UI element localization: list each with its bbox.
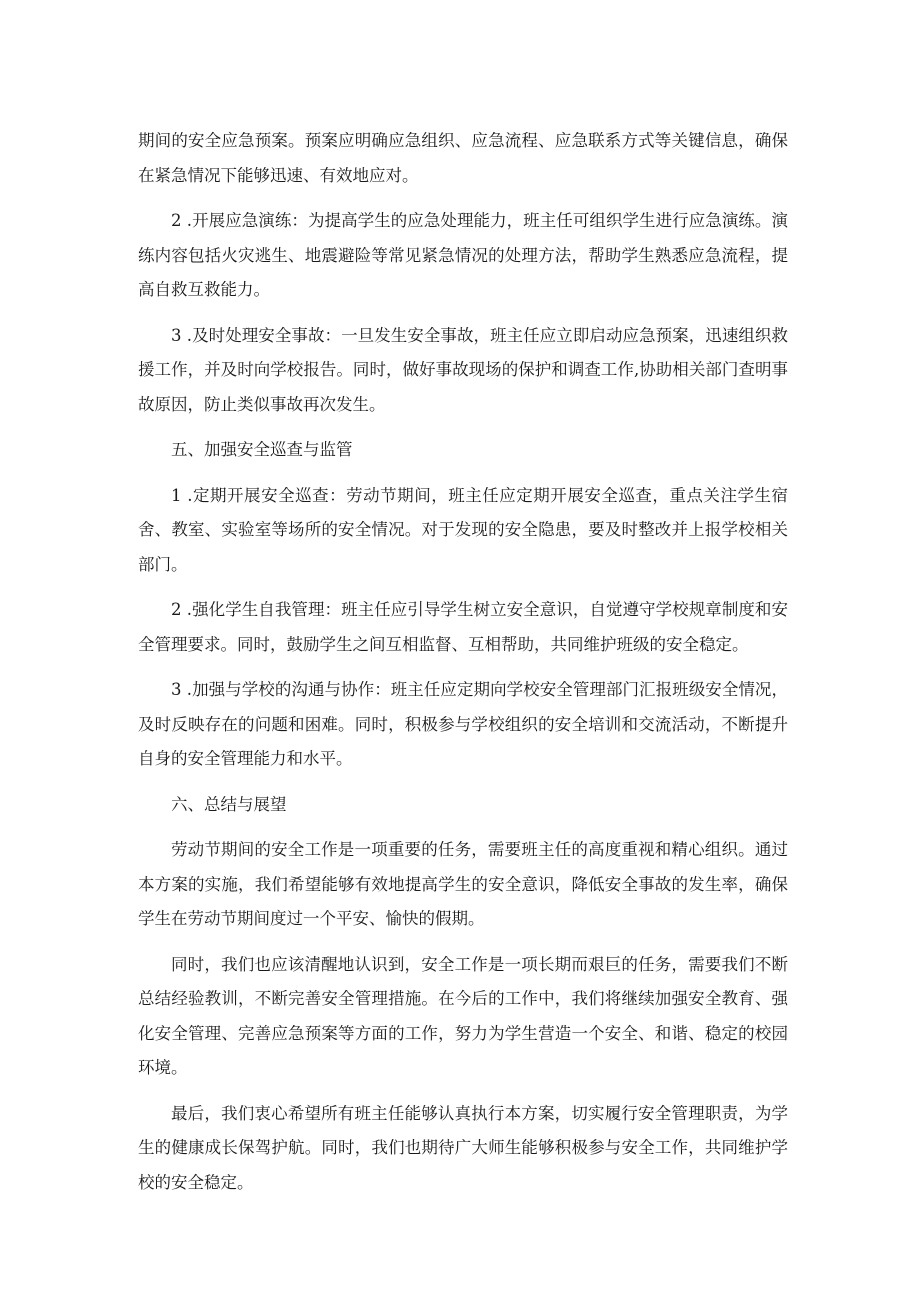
- paragraph-summary-3: 最后，我们衷心希望所有班主任能够认真执行本方案，切实履行安全管理职责，为学生的健康成长保驾护航。同时，我们也期待广大师生能够积极参与安全工作，共同维护学校的安全稳定。: [138, 1103, 788, 1192]
- paragraph-handle-accident: 3 .及时处理安全事故：一旦发生安全事故，班主任应立即启动应急预案，迅速组织救援工作，并及时向学校报告。同时，做好事故现场的保护和调查工作,协助相关部门查明事故原因，防止类似事故再次发生。: [138, 325, 788, 414]
- paragraph-self-management: 2 .强化学生自我管理：班主任应引导学生树立安全意识，自觉遵守学校规章制度和安全管理要求。同时，鼓励学生之间互相监督、互相帮助，共同维护班级的安全稳定。: [138, 600, 788, 654]
- section-heading-5: 五、加强安全巡查与监管: [171, 440, 353, 459]
- paragraph-patrol: 1 .定期开展安全巡查：劳动节期间，班主任应定期开展安全巡查，重点关注学生宿舍、教室、实验室等场所的安全情况。对于发现的安全隐患，要及时整改并上报学校相关部门。: [138, 485, 788, 574]
- paragraph-summary-1: 劳动节期间的安全工作是一项重要的任务，需要班主任的高度重视和精心组织。通过本方案的实施，我们希望能够有效地提高学生的安全意识，降低安全事故的发生率，确保学生在劳动节期间度过一个平安、愉快的假期。: [138, 840, 788, 928]
- document-body: [138, 124, 788, 1211]
- section-heading-6: 六、总结与展望: [171, 794, 287, 814]
- paragraph-communication: 3 .加强与学校的沟通与协作：班主任应定期向学校安全管理部门汇报班级安全情况，及时反映存在的问题和困难。同时，积极参与学校组织的安全培训和交流活动，不断提升自身的安全管理能力和水平。: [138, 680, 788, 768]
- paragraph-emergency-drill: 2 .开展应急演练：为提高学生的应急处理能力，班主任可组织学生进行应急演练。演练内容包括火灾逃生、地震避险等常见紧急情况的处理方法，帮助学生熟悉应急流程，提高自救互救能力。: [138, 211, 788, 299]
- paragraph-summary-2: 同时，我们也应该清醒地认识到，安全工作是一项长期而艰巨的任务，需要我们不断总结经验教训，不断完善安全管理措施。在今后的工作中，我们将继续加强安全教育、强化安全管理、完善应急预案等方面的工作，努力为学生营造一个安全、和谐、稳定的校园环境。: [138, 954, 788, 1077]
- paragraph-intro-continuation: 期间的安全应急预案。预案应明确应急组织、应急流程、应急联系方式等关键信息，确保在紧急情况下能够迅速、有效地应对。: [138, 131, 788, 185]
